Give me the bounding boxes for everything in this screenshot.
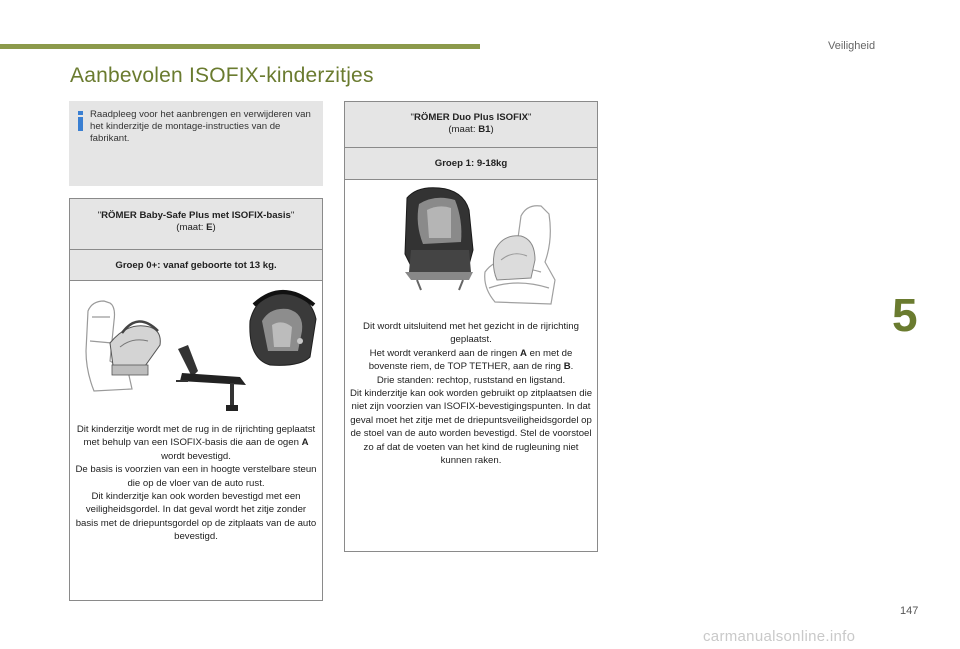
child-seat-image-icon: [345, 180, 597, 320]
seat-description: [70, 423, 322, 544]
seat-desc-line-3: Dit kinderzitje kan ook worden bevestigd met een veiligheidsgordel. In dat geval wordt het zitje zonder basis met de driepuntsgordel op de zitplaats van de auto bevestigd.: [75, 491, 317, 543]
anchor-label-a: A: [520, 347, 527, 359]
quote: ": [410, 112, 414, 123]
seat-size: E: [206, 222, 213, 233]
seat-card-baby-safe: [69, 198, 323, 601]
seat-desc-line-1: [74, 423, 318, 463]
seat-size: B1: [478, 124, 491, 135]
seat-name: RÖMER Baby-Safe Plus met ISOFIX-basis: [101, 210, 291, 221]
text: .: [570, 361, 574, 373]
seat-desc-line-2: [349, 347, 593, 374]
size-suffix: ): [490, 124, 494, 135]
quote: ": [290, 210, 295, 221]
anchor-label-a: A: [301, 437, 309, 449]
info-box: [69, 101, 323, 186]
baby-seat-illustration: [70, 281, 322, 423]
baby-seat-image-icon: [70, 281, 322, 423]
text: wordt bevestigd.: [161, 450, 231, 462]
seat-card-header: [345, 102, 597, 148]
seat-desc-line-2: De basis is voorzien van een in hoogte verstelbare steun die op de vloer van de auto rust.: [75, 464, 317, 489]
seat-name: RÖMER Duo Plus ISOFIX: [413, 112, 529, 123]
size-suffix: ): [212, 222, 216, 233]
watermark: carmanualsonline.info: [703, 628, 856, 645]
seat-desc-line-4: Dit kinderzitje kan ook worden gebruikt op zitplaatsen die niet zijn voorzien van ISOFIX-bevestigingspunten. In dat geval moet het zitje met de driepuntsveiligheidsgordel op de stoel van de auto worden bevestigd. Stel de voorstoel zo af dat de voeten van het kind de rugleuning niet kunnen raken.: [349, 388, 593, 467]
chapter-number: 5: [892, 289, 918, 341]
seat-group: Groep 1: 9-18kg: [345, 148, 597, 180]
size-prefix: (maat:: [176, 222, 207, 233]
info-text: Raadpleeg voor het aanbrengen en verwijderen van het kinderzitje de montage-instructies van de fabrikant.: [90, 109, 311, 144]
seat-desc-line-1: Dit wordt uitsluitend met het gezicht in de rijrichting geplaatst.: [363, 321, 579, 346]
size-prefix: (maat:: [448, 124, 479, 135]
seat-description: [345, 320, 597, 467]
top-rule: [0, 44, 480, 49]
text: Het wordt verankerd aan de ringen: [369, 347, 521, 359]
text: en met de bovenste riem, de TOP TETHER, aan de ring: [368, 347, 573, 373]
anchor-label-b: B: [563, 361, 571, 373]
info-icon: [78, 111, 83, 131]
child-seat-illustration: [345, 180, 597, 320]
page-number: 147: [900, 605, 919, 617]
section-label: Veiligheid: [828, 40, 876, 52]
page-title: Aanbevolen ISOFIX-kinderzitjes: [70, 64, 374, 87]
seat-card-duo-plus: [344, 101, 598, 552]
quote: ": [528, 112, 532, 123]
seat-card-header: [70, 199, 322, 250]
quote: ": [97, 210, 102, 221]
seat-group: Groep 0+: vanaf geboorte tot 13 kg.: [70, 250, 322, 281]
text: Dit kinderzitje wordt met de rug in de rijrichting geplaatst met behulp van een ISOFIX-basis die aan de ogen: [76, 424, 316, 449]
seat-desc-line-3: Drie standen: rechtop, ruststand en ligstand.: [376, 374, 566, 386]
